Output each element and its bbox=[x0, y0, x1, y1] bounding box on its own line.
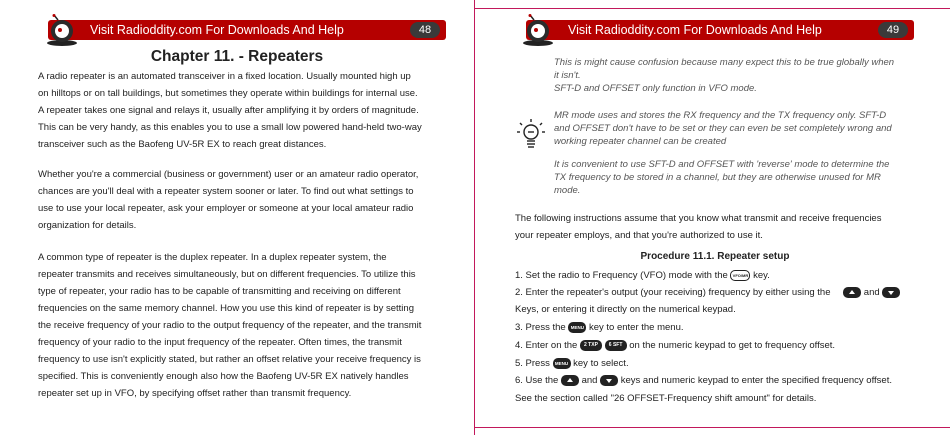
step-5 bbox=[515, 355, 925, 372]
note-line: and OFFSET don't have to be set or they can even be set completely wrong and bbox=[554, 123, 892, 134]
step-text: 5. Press bbox=[515, 358, 550, 369]
menu-key-icon: MENU bbox=[568, 322, 586, 333]
step-7 bbox=[515, 390, 925, 407]
page-number: 48 bbox=[410, 22, 440, 38]
header-banner-right[interactable] bbox=[526, 20, 914, 40]
step-text: See the section called "26 OFFSET-Frequency shift amount" for details. bbox=[515, 393, 817, 404]
page-divider bbox=[474, 0, 475, 435]
down-arrow-key-icon bbox=[882, 287, 900, 298]
chapter-title: Chapter 11. - Repeaters bbox=[150, 48, 324, 65]
text-line: A common type of repeater is the duplex repeater. In a duplex repeater system, the bbox=[38, 252, 387, 263]
banner-text: Visit Radioddity.com For Downloads And Help bbox=[90, 23, 344, 37]
text-line: organization for details. bbox=[38, 220, 137, 231]
step-text: key to enter the menu. bbox=[588, 322, 684, 333]
step-text: and bbox=[581, 375, 598, 386]
text-line: frequency to use isn't explicitly stated, but rather an offset relative your receive frequency is bbox=[38, 354, 421, 365]
note-line: TX frequency to be stored in a channel, but they are otherwise unused for MR bbox=[554, 172, 881, 183]
step-6 bbox=[515, 372, 925, 389]
menu-key-icon: MENU bbox=[553, 358, 571, 369]
text-line: type of repeater, your radio has to be capable of transmitting and receiving on different bbox=[38, 286, 401, 297]
procedure-title: Procedure 11.1. Repeater setup bbox=[640, 251, 790, 262]
text-line: repeater transmits and receives simultaneously, but on different frequencies. To utilize this bbox=[38, 269, 416, 280]
step-1 bbox=[515, 267, 925, 284]
step-2 bbox=[515, 284, 925, 301]
step-text: 2. Enter the repeater's output (your receiving) frequency by either using the bbox=[515, 287, 831, 298]
step-text: 6. Use the bbox=[515, 375, 559, 386]
banner-text: Visit Radioddity.com For Downloads And Help bbox=[568, 23, 822, 37]
text-line: the receive frequency of your radio to the output frequency of the repeater, and the transmit bbox=[38, 320, 422, 331]
text-line: chances are you'll deal with a repeater system sooner or later. To find out what settings to bbox=[38, 186, 414, 197]
up-arrow-key-icon bbox=[843, 287, 861, 298]
step-4 bbox=[515, 337, 925, 354]
step-text: key. bbox=[753, 270, 770, 281]
text-line: repeater set up in VFO, by specifying offset rather than transmit frequency. bbox=[38, 388, 352, 399]
text-line: frequencies on the same memory channel. How you use this kind of repeater is by setting bbox=[38, 303, 414, 314]
note-1 bbox=[554, 56, 919, 95]
text-line: your repeater employs, and that you're authorized to use it. bbox=[515, 230, 763, 241]
text-line: on hilltops or on tall buildings, but sometimes they operate within buildings for internal use. bbox=[38, 88, 418, 99]
intro-paragraph bbox=[515, 210, 925, 244]
text-line: use to use your local repeater, ask your employer or someone at your local amateur radio bbox=[38, 203, 414, 214]
note-2 bbox=[554, 109, 919, 148]
paragraph-3 bbox=[38, 249, 448, 402]
text-line: frequency of your radio to the input frequency of the repeater. Often times, the transmit bbox=[38, 337, 402, 348]
key-2-txp-icon: 2 TXP bbox=[580, 340, 602, 351]
header-banner[interactable] bbox=[48, 20, 446, 40]
step-text: and bbox=[863, 287, 880, 298]
text-line: This can be very handy, as this enables you to use a small low powered hand-held two-way bbox=[38, 122, 422, 133]
vfo-mr-key-icon: VFO/MR bbox=[730, 270, 750, 281]
radio-mascot-icon bbox=[520, 14, 556, 46]
step-text: 4. Enter on the bbox=[515, 340, 578, 351]
note-line: It is convenient to use SFT-D and OFFSET with 'reverse' mode to determine the bbox=[554, 159, 890, 170]
step-text: Keys, or entering it directly on the numerical keypad. bbox=[515, 304, 736, 315]
note-line: This is might cause confusion because many expect this to be true globally when bbox=[554, 57, 895, 68]
step-text: 1. Set the radio to Frequency (VFO) mode with the bbox=[515, 270, 728, 281]
step-text: key to select. bbox=[573, 358, 629, 369]
note-3 bbox=[554, 158, 919, 197]
text-line: A repeater takes one signal and relays it, usually after amplifying it by orders of magnitude. bbox=[38, 105, 419, 116]
page-number: 49 bbox=[878, 22, 908, 38]
left-page bbox=[0, 0, 474, 435]
paragraph-1 bbox=[38, 68, 448, 153]
text-line: A radio repeater is an automated transceiver in a fixed location. Usually mounted high up bbox=[38, 71, 411, 82]
step-text: 3. Press the bbox=[515, 322, 566, 333]
text-line: specified. This is conveniently enough also how the Baofeng UV-5R EX natively handles bbox=[38, 371, 409, 382]
note-line: SFT-D and OFFSET only function in VFO mode. bbox=[554, 83, 757, 94]
text-line: transceiver such as the Baofeng UV-5R EX to reach great distances. bbox=[38, 139, 327, 150]
lightbulb-tip-icon bbox=[515, 117, 547, 151]
note-line: MR mode uses and stores the RX frequency and the TX frequency only. SFT-D bbox=[554, 110, 887, 121]
step-2-continued bbox=[515, 301, 925, 318]
note-line: working repeater channel can be created bbox=[554, 136, 727, 147]
note-line: it isn't. bbox=[554, 70, 581, 81]
down-arrow-key-icon bbox=[600, 375, 618, 386]
radio-mascot-icon bbox=[44, 14, 80, 46]
up-arrow-key-icon bbox=[561, 375, 579, 386]
step-3 bbox=[515, 319, 925, 336]
key-6-sft-icon: 6 SFT bbox=[605, 340, 627, 351]
step-text: keys and numeric keypad to enter the specified frequency offset. bbox=[620, 375, 892, 386]
text-line: Whether you're a commercial (business or government) user or an amateur radio operator, bbox=[38, 169, 419, 180]
step-text: on the numeric keypad to get to frequency offset. bbox=[629, 340, 836, 351]
paragraph-2 bbox=[38, 166, 448, 234]
note-line: mode. bbox=[554, 185, 581, 196]
text-line: The following instructions assume that you know what transmit and receive frequencies bbox=[515, 213, 882, 224]
